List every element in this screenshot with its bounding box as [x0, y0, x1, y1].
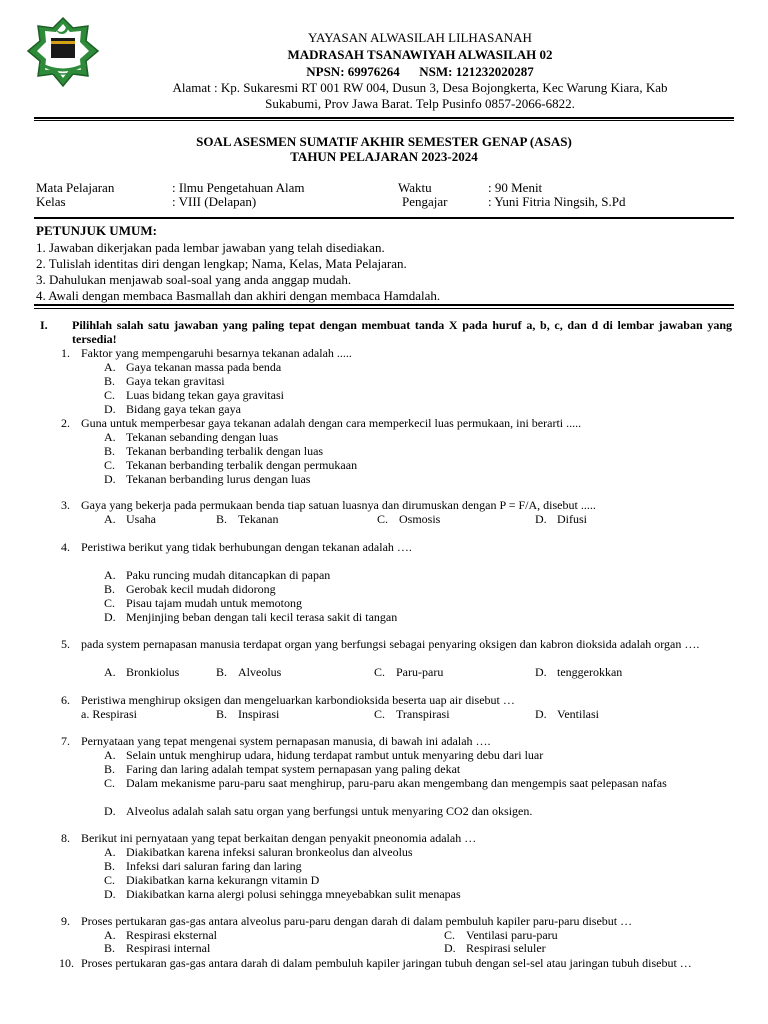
- question-number: 5.: [61, 637, 70, 651]
- question-number: 4.: [61, 540, 70, 554]
- class-label: Kelas: [36, 194, 66, 209]
- instruction-item: 3. Dahulukan menjawab soal-soal yang anda anggap mudah.: [36, 272, 352, 287]
- address-line-1: Alamat : Kp. Sukaresmi RT 001 RW 004, Dusun 3, Desa Bojongkerta, Kec Warung Kiara, Kab: [172, 80, 668, 95]
- header-divider-thin: [34, 120, 734, 121]
- section-instruction: Pilihlah salah satu jawaban yang paling tepat dengan membuat tanda X pada huruf a, b, c, dan d di lembar jawaban yang tersedia!: [72, 318, 732, 346]
- question-number: 8.: [61, 831, 70, 845]
- answer-option: D. Respirasi seluler: [444, 941, 546, 955]
- question-text: Gaya yang bekerja pada permukaan benda tiap satuan luasnya dan dirumuskan dengan P = F/A, disebut .....: [81, 498, 596, 512]
- npsn: NPSN: 69976264: [306, 64, 400, 79]
- answer-option: a. Respirasi: [81, 707, 137, 721]
- address-line-2: Sukabumi, Prov Jawa Barat. Telp Pusinfo 0857-2066-6822.: [265, 96, 575, 111]
- time-label: Waktu: [398, 180, 432, 195]
- question-number: 6.: [61, 693, 70, 707]
- answer-option: A. Respirasi eksternal: [104, 928, 217, 942]
- instruction-item: 1. Jawaban dikerjakan pada lembar jawaban yang telah disediakan.: [36, 240, 385, 255]
- answer-option: B. Faring dan laring adalah tempat system pernapasan yang paling dekat: [104, 762, 461, 776]
- exam-title: SOAL ASESMEN SUMATIF AKHIR SEMESTER GENAP (ASAS): [196, 134, 572, 149]
- answer-option: B. Alveolus: [216, 665, 282, 679]
- answer-option: B. Gerobak kecil mudah didorong: [104, 582, 276, 596]
- answer-option: D. Tekanan berbanding lurus dengan luas: [104, 472, 311, 486]
- question-text: Proses pertukaran gas-gas antara alveolus paru-paru dengan darah di dalam pembuluh kapiler paru-paru disebut …: [81, 914, 633, 928]
- time-value: : 90 Menit: [488, 180, 543, 195]
- answer-option: D. Bidang gaya tekan gaya: [104, 402, 241, 416]
- answer-option: C. Diakibatkan karna kekurangn vitamin D: [104, 873, 320, 887]
- subject-label: Mata Pelajaran: [36, 180, 115, 195]
- answer-option: A. Gaya tekanan massa pada benda: [104, 360, 282, 374]
- answer-option: D. Diakibatkan karna alergi polusi sehingga mneyebabkan sulit menapas: [104, 887, 461, 901]
- answer-option: C. Tekanan berbanding terbalik dengan permukaan: [104, 458, 358, 472]
- foundation-name: YAYASAN ALWASILAH LILHASANAH: [308, 30, 532, 45]
- answer-option: C. Paru-paru: [374, 665, 444, 679]
- answer-option: B. Infeksi dari saluran faring dan laring: [104, 859, 302, 873]
- instruction-item: 2. Tulislah identitas diri dengan lengkap; Nama, Kelas, Mata Pelajaran.: [36, 256, 407, 271]
- answer-option: D. Alveolus adalah salah satu organ yang berfungsi untuk menyaring CO2 dan oksigen.: [104, 804, 533, 818]
- answer-option: D. tenggerokkan: [535, 665, 623, 679]
- question-text: Faktor yang mempengaruhi besarnya tekanan adalah .....: [81, 346, 352, 360]
- question-text: Guna untuk memperbesar gaya tekanan adalah dengan cara memperkecil luas permukaan, ini berarti .....: [81, 416, 582, 430]
- answer-option: B. Inspirasi: [216, 707, 280, 721]
- answer-option: C. Dalam mekanisme paru-paru saat menghirup, paru-paru akan mengembang dan mengempis saat pelepasan nafas: [104, 776, 667, 790]
- question-number: 10.: [59, 956, 74, 970]
- answer-option: D. Menjinjing beban dengan tali kecil terasa sakit di tangan: [104, 610, 398, 624]
- teacher-label: Pengajar: [402, 194, 448, 209]
- question-number: 2.: [61, 416, 70, 430]
- instruction-item: 4. Awali dengan membaca Basmallah dan akhiri dengan membaca Hamdalah.: [36, 288, 441, 303]
- school-logo: [18, 14, 108, 94]
- answer-option: B. Respirasi internal: [104, 941, 211, 955]
- header-divider: [34, 117, 734, 119]
- info-divider: [34, 217, 734, 219]
- question-text: Peristiwa menghirup oksigen dan mengeluarkan karbondioksida beserta uap air disebut …: [81, 693, 515, 707]
- question-text: Peristiwa berikut yang tidak berhubungan dengan tekanan adalah ….: [81, 540, 412, 554]
- answer-option: A. Usaha: [104, 512, 156, 526]
- question-text: Berikut ini pernyataan yang tepat berkaitan dengan penyakit pneonomia adalah …: [81, 831, 477, 845]
- question-number: 9.: [61, 914, 70, 928]
- exam-year: TAHUN PELAJARAN 2023-2024: [290, 149, 478, 164]
- question-number: 7.: [61, 734, 70, 748]
- answer-option: C. Osmosis: [377, 512, 441, 526]
- teacher-value: : Yuni Fitria Ningsih, S.Pd: [488, 194, 626, 209]
- answer-option: C. Luas bidang tekan gaya gravitasi: [104, 388, 284, 402]
- answer-option: A. Bronkiolus: [104, 665, 180, 679]
- nsm: NSM: 121232020287: [419, 64, 534, 79]
- answer-option: B. Tekanan: [216, 512, 279, 526]
- subject-value: : Ilmu Pengetahuan Alam: [172, 180, 305, 195]
- answer-option: B. Tekanan berbanding terbalik dengan luas: [104, 444, 324, 458]
- question-number: 1.: [61, 346, 70, 360]
- school-ids: [110, 64, 730, 80]
- instructions-divider-thin: [34, 308, 734, 309]
- section-number: I.: [40, 318, 48, 332]
- question-text: Proses pertukaran gas-gas antara darah di dalam pembuluh kapiler jaringan tubuh dengan sel-sel atau jaringan tubuh disebut …: [81, 956, 692, 970]
- answer-option: D. Difusi: [535, 512, 587, 526]
- question-text: pada system pernapasan manusia terdapat organ yang berfungsi sebagai penyaring oksigen dan kabron dioksida adalah organ ….: [81, 637, 700, 651]
- class-value: : VIII (Delapan): [172, 194, 257, 209]
- question-number: 3.: [61, 498, 70, 512]
- question-text: Pernyataan yang tepat mengenai system pernapasan manusia, di bawah ini adalah ….: [81, 734, 491, 748]
- answer-option: C. Transpirasi: [374, 707, 450, 721]
- school-name: MADRASAH TSANAWIYAH ALWASILAH 02: [287, 47, 553, 62]
- answer-option: A. Tekanan sebanding dengan luas: [104, 430, 279, 444]
- answer-option: D. Ventilasi: [535, 707, 599, 721]
- answer-option: B. Gaya tekan gravitasi: [104, 374, 225, 388]
- answer-option: A. Diakibatkan karena infeksi saluran bronkeolus dan alveolus: [104, 845, 413, 859]
- answer-option: C. Pisau tajam mudah untuk memotong: [104, 596, 302, 610]
- answer-option: C. Ventilasi paru-paru: [444, 928, 558, 942]
- answer-option: A. Selain untuk menghirup udara, hidung terdapat rambut untuk menyaring debu dari luar: [104, 748, 544, 762]
- instructions-title: PETUNJUK UMUM:: [36, 223, 157, 238]
- instructions-divider: [34, 304, 734, 306]
- answer-option: A. Paku runcing mudah ditancapkan di papan: [104, 568, 331, 582]
